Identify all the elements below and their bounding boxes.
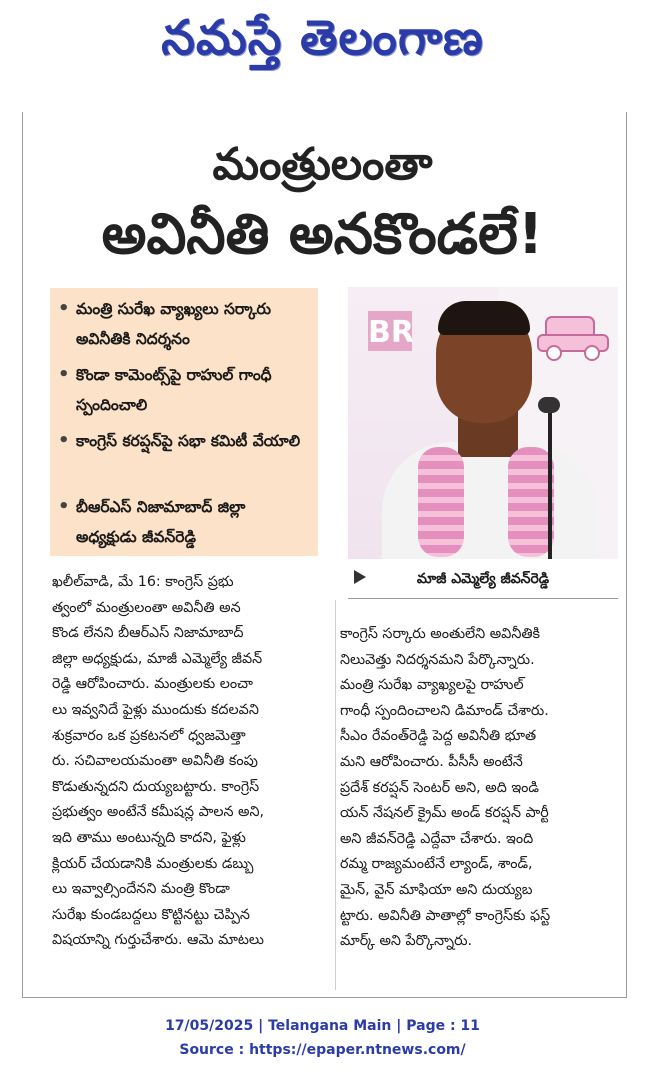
highlight-text: బీఆర్‌ఎస్ నిజామాబాద్ జిల్లా అధ్యక్షుడు జీవన్‌రెడ్డి: [76, 498, 246, 546]
highlight-text: కొండా కామెంట్స్‌పై రాహుల్ గాంధీ స్పందించాలి: [76, 366, 272, 414]
highlight-text: మంత్రి సురేఖ వ్యాఖ్యలు సర్కారు అవినీతికి నిదర్శనం: [76, 300, 271, 348]
body-line: ఖలీల్‌వాడి, మే 16: కాంగ్రెస్ ప్రభు: [52, 574, 234, 590]
body-line: రెడ్డి ఆరోపించారు. మంత్రులకు లంచా: [52, 676, 253, 693]
body-line: రమ్మ రాజ్యమంటేనే ల్యాండ్, శాండ్,: [340, 856, 533, 873]
photo-caption: [348, 562, 618, 599]
body-line: రు. సచివాలయమంతా అవినీతి కంపు: [52, 753, 258, 770]
body-line: ట్టారు. అవినీతి పాతాల్లో కాంగ్రెస్‌కు ఫస్ట్: [340, 907, 551, 924]
body-line: మని ఆరోపించారు. పీసీసీ అంటేనే: [340, 753, 523, 770]
footer-source-link[interactable]: Source : https://epaper.ntnews.com/: [179, 1042, 466, 1058]
highlight-item: [56, 360, 310, 426]
body-line: గాంధీ స్పందించాలని డిమాండ్ చేశారు.: [340, 702, 549, 719]
body-line: ప్రభుత్వం అంటేనే కమీషన్ల పాలన అని,: [52, 804, 265, 821]
headline-line-2: అవినీతి అనకొండలే!: [101, 202, 544, 267]
body-line: ఇది తాము అంటున్నది కాదని, ఫైళ్లు: [52, 829, 246, 846]
highlight-item: [56, 294, 310, 360]
bottom-rule: [22, 997, 626, 998]
car-symbol-icon: [536, 311, 610, 363]
body-line: యన్ నేషనల్ క్రైమ్ అండ్ కరప్షన్ పార్టీ: [340, 805, 549, 822]
person-hair: [438, 301, 530, 335]
article-column-left: [52, 570, 330, 985]
highlights-box: [50, 288, 318, 556]
garland-left: [418, 447, 464, 557]
caption-text: మాజీ ఎమ్మెల్యే జీవన్‌రెడ్డి: [416, 571, 550, 587]
body-line: మంత్రి సురేఖ వ్యాఖ్యలపై రాహుల్: [340, 677, 524, 694]
bullet-icon: •: [58, 364, 70, 385]
microphone-stand: [548, 407, 552, 559]
body-line: కొండ లేనని బీఆర్‌ఎస్ నిజామాబాద్: [52, 625, 244, 642]
body-line: విషయాన్ని గుర్తుచేశారు. ఆమె మాటలు: [52, 932, 264, 949]
body-line: లు ఇవ్వాల్సిందేనని మంత్రి కొండా: [52, 881, 230, 898]
body-line: మార్క్ అని పేర్కొన్నారు.: [340, 933, 473, 950]
bullet-icon: •: [58, 430, 70, 451]
person-shirt: [382, 442, 598, 559]
microphone-icon: [538, 397, 560, 413]
body-line: అని జీవన్‌రెడ్డి ఎద్దేవా చేశారు. ఇంది: [340, 830, 534, 847]
highlight-text: కాంగ్రెస్ కరప్షన్‌పై సభా కమిటీ వేయాలి: [76, 432, 301, 450]
newspaper-masthead: [0, 0, 645, 80]
body-line: నిలువెత్తు నిదర్శనమని పేర్కొన్నారు.: [340, 651, 535, 668]
column-divider: [335, 600, 336, 990]
highlight-item: [56, 492, 310, 558]
body-line: జిల్లా అధ్యక్షుడు, మాజీ ఎమ్మెల్యే జీవన్: [52, 650, 263, 667]
article-column-right: [340, 622, 618, 984]
body-line: కొడుతున్నదని దుయ్యబట్టారు. కాంగ్రెస్: [52, 778, 260, 795]
body-line: శుక్రవారం ఒక ప్రకటనలో ధ్వజమెత్తా: [52, 727, 246, 744]
body-line: ప్రదేశ్ కరప్షన్ సెంటర్ అని, అది ఇండి: [340, 779, 540, 796]
body-line: త్వంలో మంత్రులంతా అవినీతి అన: [52, 599, 241, 616]
headline-line-1: మంత్రులంతా: [212, 139, 433, 190]
body-line: కాంగ్రెస్ సర్కారు అంతులేని అవినీతికి: [340, 626, 541, 642]
bullet-icon: •: [58, 298, 70, 319]
body-line: సీఎం రేవంత్‌రెడ్డి పెద్ద అవినీతి భూత: [340, 728, 537, 745]
body-line: క్లియర్ చేయడానికి మంత్రులకు డబ్బు: [52, 855, 254, 872]
bullet-icon: •: [58, 496, 70, 517]
article-photo: [348, 287, 618, 559]
party-banner: BR: [368, 311, 412, 351]
body-line: సురేఖ కుండబద్దలు కొట్టినట్టు చెప్పిన: [52, 906, 250, 923]
highlight-item: [56, 426, 310, 492]
masthead-title: నమస్తే తెలంగాణ: [161, 10, 484, 66]
footer-date-page: 17/05/2025 | Telangana Main | Page : 11: [165, 1018, 480, 1034]
body-line: మైన్, వైన్ మాఫియా అని దుయ్యబ: [340, 881, 533, 898]
body-line: లు ఇవ్వనిదే ఫైళ్లు ముందుకు కదలవని: [52, 701, 259, 718]
